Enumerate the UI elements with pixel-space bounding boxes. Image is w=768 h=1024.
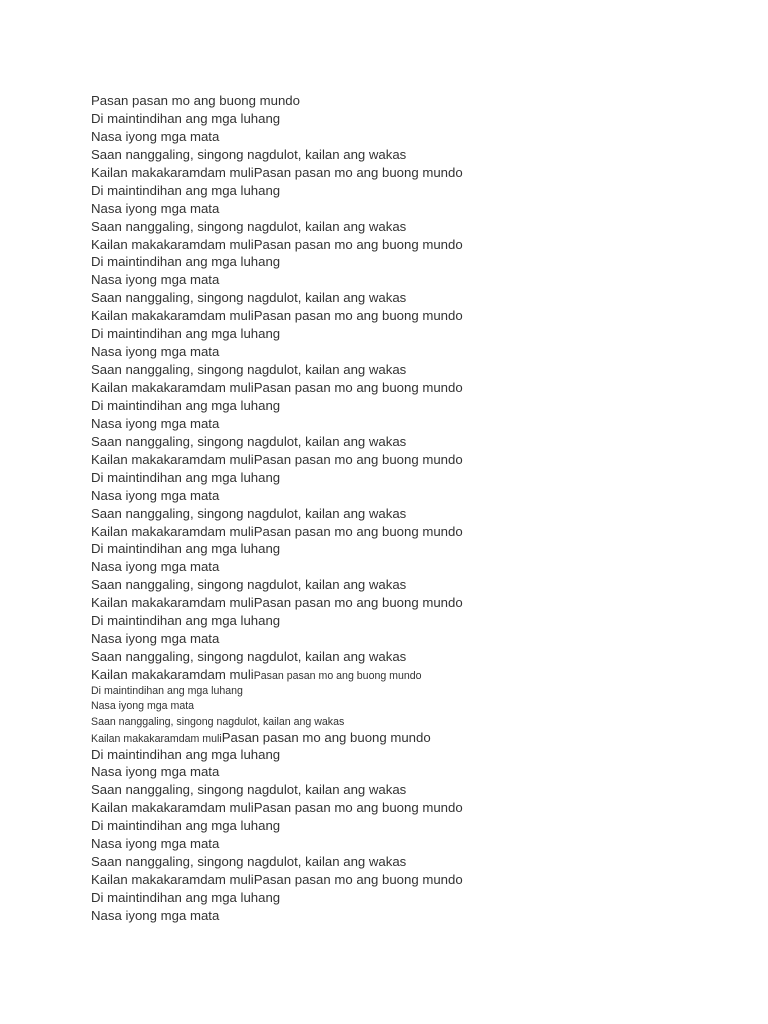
text-line: Nasa iyong mga mata bbox=[91, 559, 220, 575]
text-line: Di maintindihan ang mga luhang bbox=[91, 746, 281, 762]
text-line: Saan nanggaling, singong nagdulot, kailan ang wakas bbox=[91, 362, 407, 378]
mixed-size-line bbox=[91, 730, 731, 745]
text-line: Nasa iyong mga mata bbox=[91, 200, 220, 216]
lyrics-text bbox=[91, 92, 731, 925]
text-line: Nasa iyong mga mata bbox=[91, 836, 220, 852]
text-line: Di maintindihan ang mga luhang bbox=[91, 182, 281, 198]
text-line: Kailan makakaramdam muliPasan pasan mo ang buong mundo bbox=[91, 308, 463, 324]
text-line-small: Nasa iyong mga mata bbox=[91, 700, 195, 713]
text-line: Di maintindihan ang mga luhang bbox=[91, 890, 281, 905]
text-line: Kailan makakaramdam muliPasan pasan mo ang buong mundo bbox=[91, 451, 463, 467]
text-line: Saan nanggaling, singong nagdulot, kailan ang wakas bbox=[91, 146, 407, 162]
text-line: Pasan pasan mo ang buong mundo bbox=[91, 93, 300, 108]
text-line: Di maintindihan ang mga luhang bbox=[91, 818, 281, 834]
text-line: Saan nanggaling, singong nagdulot, kailan ang wakas bbox=[91, 854, 407, 870]
text-segment-small: Kailan makakaramdam muli bbox=[91, 733, 222, 746]
text-line: Di maintindihan ang mga luhang bbox=[91, 469, 281, 485]
text-line: Di maintindihan ang mga luhang bbox=[91, 541, 281, 557]
text-line: Saan nanggaling, singong nagdulot, kailan ang wakas bbox=[91, 782, 407, 798]
text-line: Saan nanggaling, singong nagdulot, kailan ang wakas bbox=[91, 505, 407, 521]
text-line-small: Di maintindihan ang mga luhang bbox=[91, 684, 243, 697]
text-line: Saan nanggaling, singong nagdulot, kailan ang wakas bbox=[91, 577, 407, 593]
text-line: Kailan makakaramdam muliPasan pasan mo ang buong mundo bbox=[91, 164, 463, 180]
text-line: Kailan makakaramdam muliPasan pasan mo ang buong mundo bbox=[91, 236, 463, 252]
text-segment: Pasan pasan mo ang buong mundo bbox=[221, 730, 431, 746]
text-line: Di maintindihan ang mga luhang bbox=[91, 613, 281, 629]
text-line: Nasa iyong mga mata bbox=[91, 907, 220, 923]
text-line: Kailan makakaramdam muliPasan pasan mo ang buong mundo bbox=[91, 380, 463, 395]
text-line: Di maintindihan ang mga luhang bbox=[91, 326, 281, 342]
text-line: Nasa iyong mga mata bbox=[91, 764, 220, 780]
text-line: Nasa iyong mga mata bbox=[91, 631, 220, 647]
text-line: Nasa iyong mga mata bbox=[91, 344, 220, 360]
text-line: Saan nanggaling, singong nagdulot, kailan ang wakas bbox=[91, 218, 407, 234]
text-line: Nasa iyong mga mata bbox=[91, 487, 220, 503]
text-segment: Kailan makakaramdam muli bbox=[91, 667, 254, 682]
text-line: Kailan makakaramdam muliPasan pasan mo ang buong mundo bbox=[91, 523, 463, 539]
text-line: Di maintindihan ang mga luhang bbox=[91, 254, 281, 270]
text-line: Nasa iyong mga mata bbox=[91, 272, 220, 288]
mixed-size-line bbox=[91, 666, 731, 684]
text-line: Kailan makakaramdam muliPasan pasan mo ang buong mundo bbox=[91, 595, 463, 611]
text-line: Kailan makakaramdam muliPasan pasan mo ang buong mundo bbox=[91, 872, 463, 888]
text-line: Nasa iyong mga mata bbox=[91, 415, 220, 431]
text-segment-small: Pasan pasan mo ang buong mundo bbox=[253, 670, 422, 682]
text-line: Di maintindihan ang mga luhang bbox=[91, 397, 281, 413]
text-line: Saan nanggaling, singong nagdulot, kailan ang wakas bbox=[91, 649, 407, 665]
text-line: Saan nanggaling, singong nagdulot, kailan ang wakas bbox=[91, 290, 407, 306]
text-line-small: Saan nanggaling, singong nagdulot, kailan ang wakas bbox=[91, 715, 345, 728]
text-line: Nasa iyong mga mata bbox=[91, 128, 220, 144]
text-line: Saan nanggaling, singong nagdulot, kailan ang wakas bbox=[91, 433, 407, 449]
text-line: Kailan makakaramdam muliPasan pasan mo ang buong mundo bbox=[91, 800, 463, 816]
text-line: Di maintindihan ang mga luhang bbox=[91, 110, 281, 126]
